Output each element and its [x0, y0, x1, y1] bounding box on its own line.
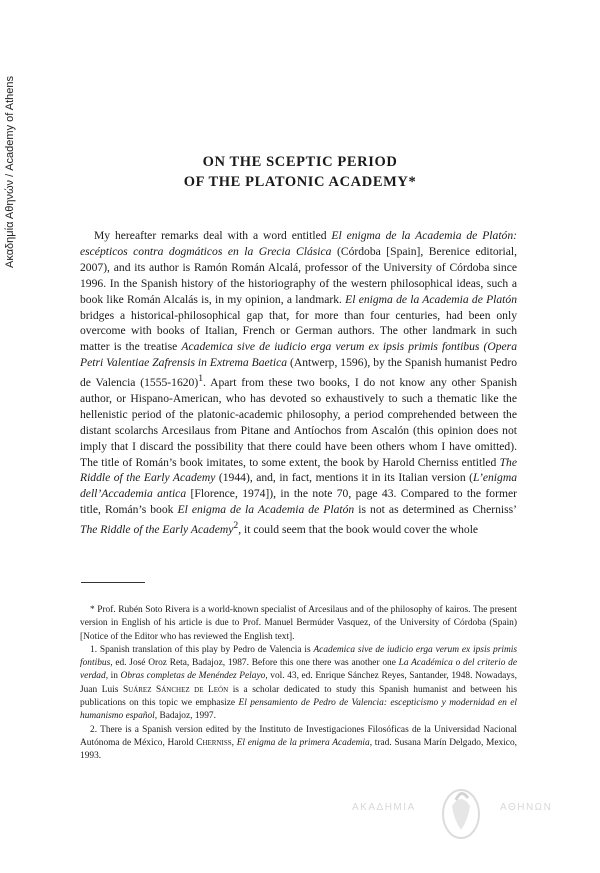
- title-line-2: OF THE PLATONIC ACADEMY*: [183, 174, 417, 190]
- text-run: is not as determined as Cherniss’: [354, 503, 517, 517]
- italic-title: El enigma de la Academia de Platón: escépticos contra dogmáticos en la Grecia Clásica: [80, 229, 517, 258]
- text-run: , ed. José Oroz Reta, Badajoz, 1987. Before this one there was another one: [110, 658, 399, 669]
- text-run: (1944), and, in fact, mentions it in its Italian version (: [215, 471, 473, 485]
- watermark-word-right: ΑΘΗΝΩΝ: [500, 802, 553, 813]
- italic-title: La Académica o del criterio de verdad: [80, 658, 517, 682]
- body-paragraph: [80, 228, 517, 538]
- italic-title: Academica sive de iudicio erga verum ex ipsis primis fontibus: [80, 644, 517, 669]
- text-run: is a scholar dedicated to study this Spanish humanist and between his publications on this topic we emphasize: [80, 684, 517, 709]
- author-name: Suárez Sánchez de León: [122, 684, 229, 695]
- text-run: bridges a historical-philosophical gap that, for more than four centuries, had been only overcome with books of Italian, French or German authors. The other landmark in such matter is the treatise: [80, 308, 517, 354]
- footnote-2: [80, 724, 517, 764]
- italic-title: El enigma de la Academia de Platón: [345, 292, 517, 306]
- text-run: , in: [105, 671, 121, 682]
- text-run: 1. Spanish translation of this play by Pedro de Valencia is: [90, 644, 314, 655]
- text-run: . Apart from these two books, I do not know any other Spanish author, or Hispano-American, who has devoted so exhaustively to such a thematic like the hellenistic period of the platonic-academic philosophy, a period comprehended between the distant scolarchs Arcesilaus from Pitane and Antíochos from Ascalón (this opinion does not imply that I discard the possibility that there could have been others whom I have omitted). The title of Román’s book imitates, to some extent, the book by Harold Cherniss entitled: [80, 376, 517, 469]
- italic-title: Obras completas de Menéndez Pelayo: [120, 671, 266, 682]
- text-run: , vol. 43, ed. Enrique Sánchez Reyes, Santander, 1948. Nowadays, Juan Luis: [80, 671, 517, 695]
- italic-title: El enigma de la Academia de Platón: [177, 503, 355, 517]
- text-run: , it could seem that the book would cover the whole: [238, 523, 479, 537]
- text-run: ,: [231, 737, 237, 748]
- text-run: (Antwerp, 1596), by the Spanish humanist Pedro de Valencia (1555-1620): [80, 356, 518, 390]
- athena-emblem-icon: [438, 786, 484, 842]
- italic-title: Academica sive de iudicio erga verum ex ipsis primis fontibus (Opera Petri Valentiae Zafrensis in Extrema Baetica: [80, 340, 517, 370]
- text-run: My hereafter remarks deal with a word entitled: [94, 229, 332, 242]
- footnote-star: * Prof. Rubén Soto Rivera is a world-known specialist of Arcesilaus and of the philosophy of kairos. The present version in English of his article is due to Prof. Manuel Bermúder Vasquez, of the University of Córdoba (Spain) [Notice of the Editor who has reviewed the English text].: [80, 605, 517, 642]
- footnote-1: [80, 644, 517, 724]
- footnote-ref-1: 1: [198, 373, 204, 385]
- watermark-word-left: ΑΚΑΔΗΜΙΑ: [352, 802, 416, 813]
- text-run: [Florence, 1974]), in the note 70, page 43. Compared to the former title, Román’s book: [80, 487, 517, 517]
- archive-side-label: Ακαδημία Αθηνών / Academy of Athens: [4, 75, 16, 268]
- footnote-separator: [81, 582, 145, 583]
- title-line-1: ON THE SCEPTIC PERIOD: [202, 154, 398, 170]
- text-run: (Córdoba [Spain], Berenice editorial, 2007), and its author is Ramón Román Alcalá, professor of the University of Córdoba since 1996. In the Spanish history of the historiography of the western philosophical ideas, such a book like Román Alcalás is, in my opinion, a landmark.: [80, 244, 517, 306]
- footnotes: [80, 604, 517, 764]
- italic-title: El enigma de la primera Academia: [236, 737, 370, 748]
- academy-watermark: [352, 786, 572, 842]
- text-run: , trad. Susana Marín Delgado, Mexico, 1993.: [80, 737, 517, 762]
- text-run: 2. There is a Spanish version edited by the Instituto de Investigaciones Filosóficas de la Universidad Nacional Autónoma de México, Harold: [80, 724, 517, 748]
- footnote-ref-2: 2: [233, 520, 239, 532]
- main-text: [80, 228, 517, 538]
- author-name: Cherniss: [196, 737, 232, 748]
- italic-title: The Riddle of the Early Academy: [80, 455, 517, 485]
- italic-title: El pensamiento de Pedro de Valencia: escepticismo y modernidad en el humanismo español: [80, 698, 517, 722]
- italic-title: L’enigma dell’Accademia antica: [80, 471, 517, 501]
- italic-title: The Riddle of the Early Academy: [80, 523, 234, 537]
- text-run: , Badajoz, 1997.: [154, 711, 216, 722]
- page-title: [0, 152, 600, 192]
